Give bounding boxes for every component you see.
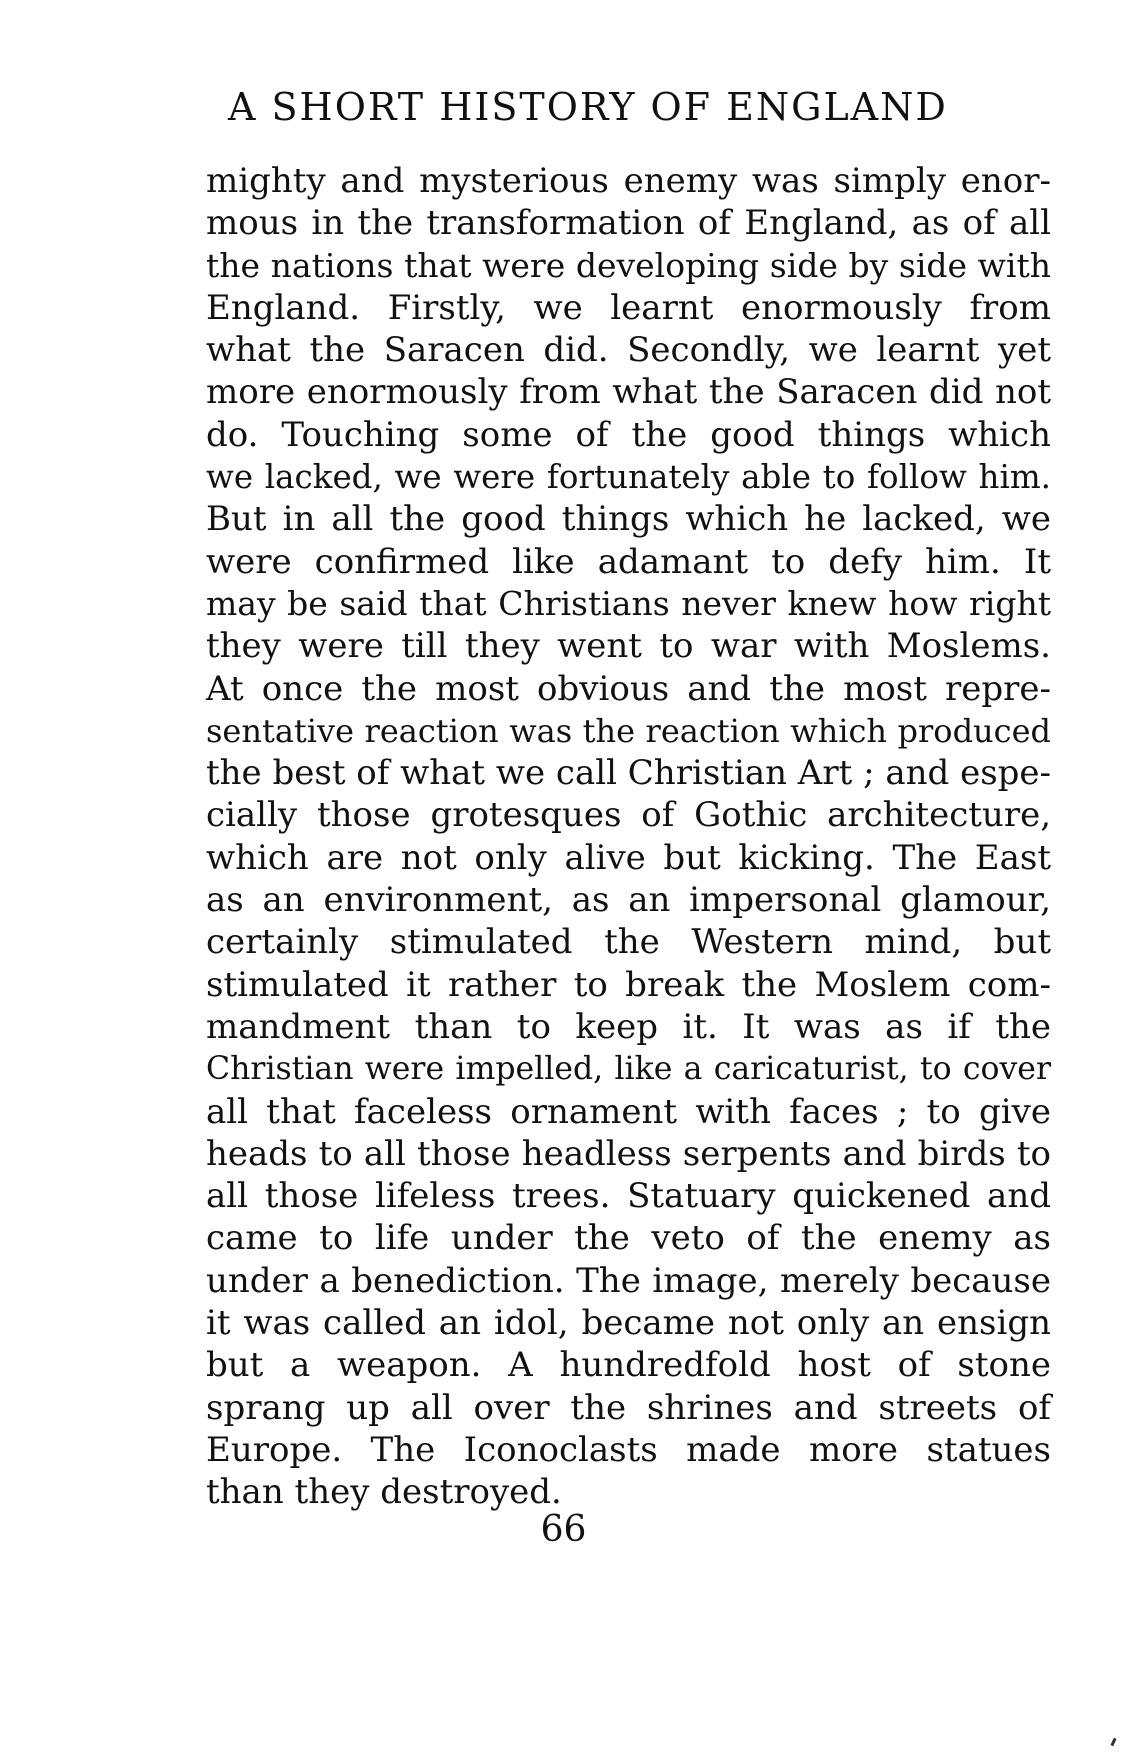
text-line: the nations that were developing side by side with: [206, 245, 1051, 285]
text-line: the best of what we call Christian Art ; and espe-: [206, 753, 1052, 794]
running-head: A SHORT HISTORY OF ENGLAND: [228, 85, 948, 129]
text-line: sprang up all over the shrines and streets of: [206, 1387, 1051, 1428]
text-line: which are not only alive but kicking. The East: [206, 837, 1051, 878]
text-line: mous in the transformation of England, as of all: [206, 203, 1051, 244]
text-line: may be said that Christians never knew how right: [206, 583, 1051, 623]
page-number: 66: [540, 1509, 587, 1550]
text-line: certainly stimulated the Western mind, but: [206, 922, 1051, 963]
body-text: [206, 160, 1051, 1514]
text-line: were confirmed like adamant to defy him. It: [206, 541, 1051, 582]
text-line: under a benediction. The image, merely because: [206, 1260, 1051, 1301]
text-line: do. Touching some of the good things which: [206, 414, 1051, 455]
scan-edge-mark: [1110, 1738, 1116, 1747]
text-line: they were till they went to war with Moslems.: [206, 626, 1051, 667]
text-line: more enormously from what the Saracen did not: [206, 372, 1051, 413]
text-line: we lacked, we were fortunately able to follow him.: [206, 458, 1051, 497]
text-line: what the Saracen did. Secondly, we learnt yet: [206, 330, 1051, 371]
text-line: cially those grotesques of Gothic architecture,: [206, 795, 1051, 836]
text-line: mandment than to keep it. It was as if the: [206, 1006, 1051, 1047]
text-line: all those lifeless trees. Statuary quickened and: [206, 1176, 1051, 1217]
text-line: Christian were impelled, like a caricaturist, to cover: [206, 1051, 1051, 1088]
text-line: than they destroyed.: [206, 1472, 562, 1513]
text-line: stimulated it rather to break the Moslem com-: [206, 964, 1051, 1005]
text-line: England. Firstly, we learnt enormously from: [206, 287, 1051, 328]
text-line: mighty and mysterious enemy was simply enor-: [206, 161, 1051, 201]
text-line: But in all the good things which he lacked, we: [206, 499, 1051, 540]
text-line: came to life under the veto of the enemy as: [206, 1218, 1051, 1259]
text-line: but a weapon. A hundredfold host of stone: [206, 1345, 1051, 1386]
text-line: it was called an idol, became not only an ensign: [206, 1303, 1051, 1344]
text-line: all that faceless ornament with faces ; to give: [206, 1091, 1051, 1132]
text-line: sentative reaction was the reaction which produced: [206, 711, 1051, 750]
text-line: At once the most obvious and the most repre-: [206, 668, 1051, 709]
text-line: Europe. The Iconoclasts made more statues: [206, 1429, 1051, 1470]
text-line: heads to all those headless serpents and birds to: [206, 1133, 1051, 1174]
text-line: as an environment, as an impersonal glamour,: [206, 880, 1051, 921]
